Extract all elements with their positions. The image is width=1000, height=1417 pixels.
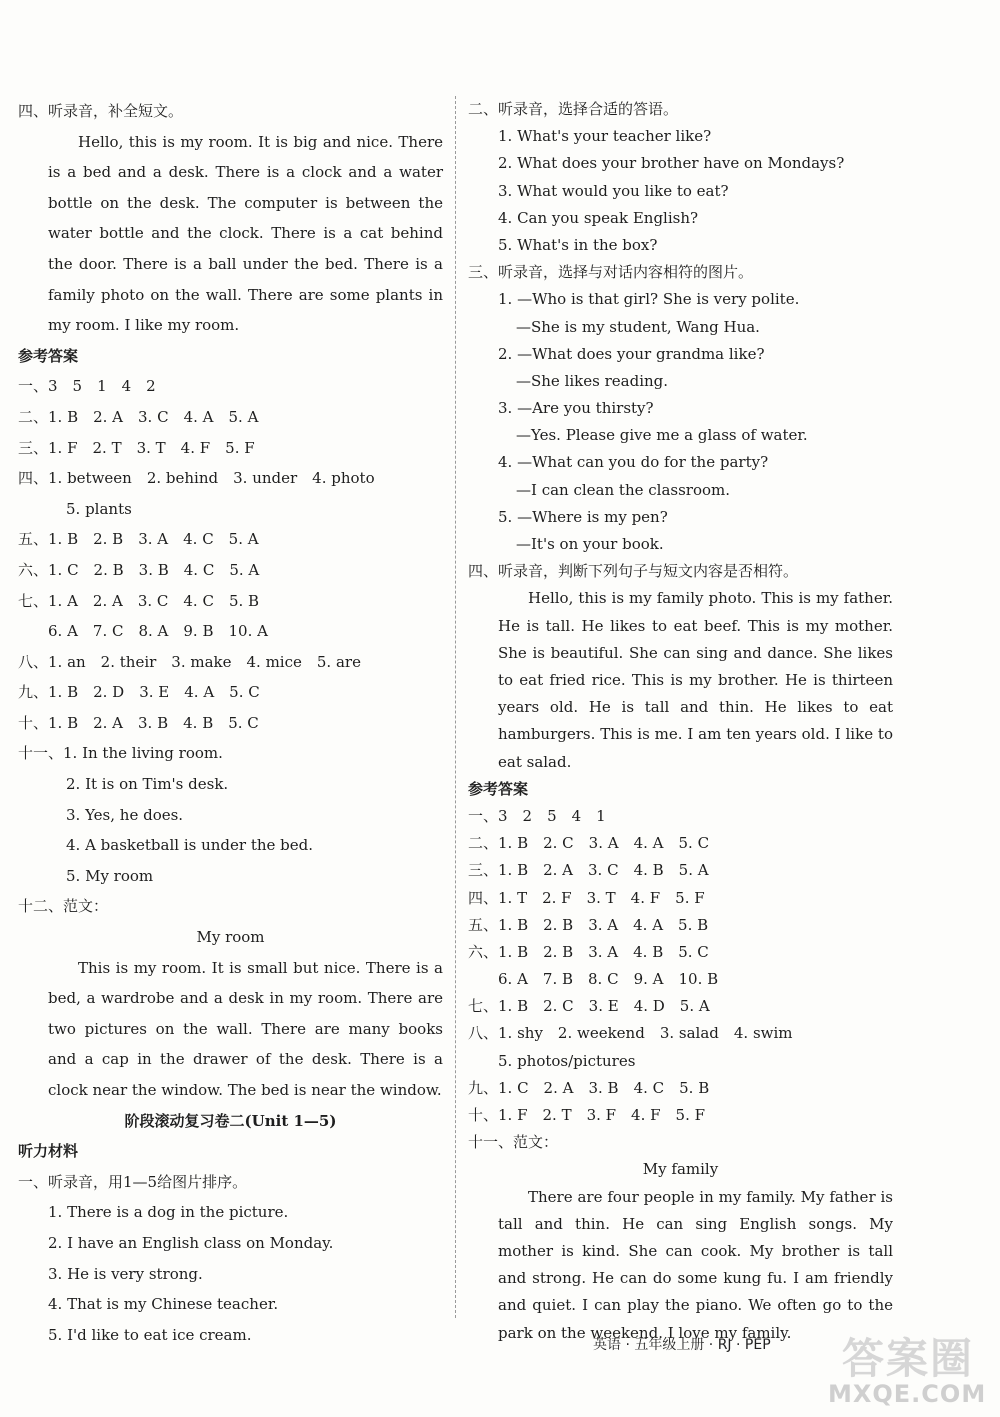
- answer-line: 六、1. B 2. B 3. A 4. B 5. C: [468, 942, 709, 961]
- dialogue-line: 1. —Who is that girl? She is very polite.: [498, 290, 800, 309]
- section-4-passage: Hello, this is my family photo. This is my father. He is tall. He likes to eat beef. This is my mother. She is beautiful. She can sing and dance. She likes to eat fried rice. This is my brother. He is thirteen years old. He is tall and thin. He likes to eat hamburgers. This is me. I am ten years old. I like to eat salad.: [498, 589, 893, 771]
- dialogue-line: 3. —Are you thirsty?: [498, 399, 654, 418]
- answer-line: 4. A basketball is under the bed.: [66, 836, 314, 855]
- answer-line: 5. plants: [66, 499, 132, 518]
- section-2-title: 二、听录音，选择合适的答语。: [468, 100, 679, 118]
- answer-line: 5. My room: [66, 866, 154, 885]
- answer-line: 三、1. B 2. A 3. C 4. B 5. A: [468, 861, 709, 880]
- answer-line: 九、1. B 2. D 3. E 4. A 5. C: [18, 683, 260, 702]
- essay-title: My room: [196, 928, 265, 947]
- dialogue-line: 5. —Where is my pen?: [498, 507, 668, 526]
- list-item: 1. There is a dog in the picture.: [48, 1203, 289, 1222]
- answer-line: 一、3 5 1 4 2: [18, 377, 156, 396]
- answer-line: 6. A 7. B 8. C 9. A 10. B: [498, 970, 719, 989]
- answer-line: 十、1. F 2. T 3. F 4. F 5. F: [468, 1106, 706, 1125]
- answers-title: 参考答案: [468, 779, 529, 798]
- list-item: 3. What would you like to eat?: [498, 181, 729, 200]
- section-heading: 阶段滚动复习卷二(Unit 1—5): [124, 1111, 337, 1130]
- list-item: 4. Can you speak English?: [498, 208, 699, 227]
- section-4-title: 四、听录音，判断下列句子与短文内容是否相符。: [468, 562, 799, 581]
- watermark-url: MXQE.COM: [828, 1380, 987, 1408]
- list-item: 4. That is my Chinese teacher.: [48, 1295, 279, 1314]
- answer-line: 2. It is on Tim's desk.: [66, 775, 229, 794]
- answer-line: 七、1. A 2. A 3. C 4. C 5. B: [18, 591, 260, 610]
- answer-line: 十一、范文：: [468, 1133, 559, 1152]
- dialogue-line: —It's on your book.: [516, 535, 664, 553]
- right-column: [468, 96, 893, 1347]
- answer-line: 五、1. B 2. B 3. A 4. A 5. B: [468, 915, 709, 934]
- answer-line: 十一、1. In the living room.: [18, 744, 223, 763]
- left-column: [18, 96, 443, 1350]
- column-divider: [455, 96, 456, 1318]
- watermark-logo: [820, 1318, 1000, 1417]
- essay-title: My family: [642, 1160, 719, 1179]
- dialogue-line: —She is my student, Wang Hua.: [516, 317, 760, 336]
- answer-line: 一、3 2 5 4 1: [468, 806, 606, 825]
- answer-line: 三、1. F 2. T 3. T 4. F 5. F: [18, 438, 255, 457]
- answer-line: 四、1. T 2. F 3. T 4. F 5. F: [468, 888, 705, 907]
- dialogue-line: —Yes. Please give me a glass of water.: [516, 426, 808, 445]
- answer-line: 3. Yes, he does.: [66, 805, 184, 824]
- essay-body: There are four people in my family. My father is tall and thin. He can sing English songs. My mother is kind. She can cook. My brother is tall and strong. He can do some kung fu. I am friendly and quiet. I can play the piano. We often go to the park on the weekend. I love my family.: [498, 1187, 893, 1342]
- answer-line: 五、1. B 2. B 3. A 4. C 5. A: [18, 530, 259, 549]
- answer-line: 八、1. shy 2. weekend 3. salad 4. swim: [468, 1024, 793, 1043]
- answer-line: 6. A 7. C 8. A 9. B 10. A: [48, 622, 268, 641]
- section-3-title: 三、听录音，选择与对话内容相符的图片。: [468, 263, 754, 282]
- answer-line: 十二、范文：: [18, 897, 109, 916]
- section-4-passage: Hello, this is my room. It is big and nice. There is a bed and a desk. There is a clock and a water bottle on the desk. The computer is between the water bottle and the clock. There is a cat behind the door. There is a ball under the bed. There is a family photo on the wall. There are some plants in my room. I like my room.: [48, 132, 443, 335]
- listen-1-title: 一、听录音，用1—5给图片排序。: [18, 1172, 248, 1191]
- answer-line: 七、1. B 2. C 3. E 4. D 5. A: [468, 997, 710, 1016]
- essay-body: This is my room. It is small but nice. There is a bed, a wardrobe and a desk in my room. There are two pictures on the wall. There are many books and a cap in the drawer of the desk. There is a clock near the window. The bed is near the window.: [48, 958, 443, 1099]
- listening-title: 听力材料: [18, 1142, 79, 1161]
- answer-line: 六、1. C 2. B 3. B 4. C 5. A: [18, 560, 260, 579]
- answer-line: 十、1. B 2. A 3. B 4. B 5. C: [18, 713, 259, 732]
- answer-line: 四、1. between 2. behind 3. under 4. photo: [18, 469, 375, 488]
- page-footer: 英语 · 五年级上册 · RJ · PEP: [593, 1337, 771, 1353]
- list-item: 3. He is very strong.: [48, 1264, 203, 1283]
- section-4-title: 四、听录音，补全短文。: [18, 102, 184, 120]
- dialogue-line: —She likes reading.: [516, 371, 669, 390]
- answer-line: 八、1. an 2. their 3. make 4. mice 5. are: [18, 652, 361, 671]
- dialogue-line: —I can clean the classroom.: [516, 480, 731, 499]
- list-item: 2. I have an English class on Monday.: [48, 1233, 334, 1252]
- watermark-glyphs: 答案圈: [842, 1334, 975, 1383]
- list-item: 1. What's your teacher like?: [498, 127, 712, 146]
- answer-line: 5. photos/pictures: [498, 1051, 636, 1070]
- dialogue-line: 4. —What can you do for the party?: [498, 453, 769, 472]
- answer-line: 九、1. C 2. A 3. B 4. C 5. B: [468, 1078, 710, 1097]
- list-item: 2. What does your brother have on Mondays?: [498, 154, 845, 173]
- dialogue-line: 2. —What does your grandma like?: [498, 344, 765, 363]
- list-item: 5. I'd like to eat ice cream.: [48, 1325, 252, 1344]
- list-item: 5. What's in the box?: [498, 235, 658, 254]
- answers-title: 参考答案: [18, 346, 79, 365]
- answer-line: 二、1. B 2. C 3. A 4. A 5. C: [468, 834, 710, 853]
- answer-line: 二、1. B 2. A 3. C 4. A 5. A: [18, 407, 259, 426]
